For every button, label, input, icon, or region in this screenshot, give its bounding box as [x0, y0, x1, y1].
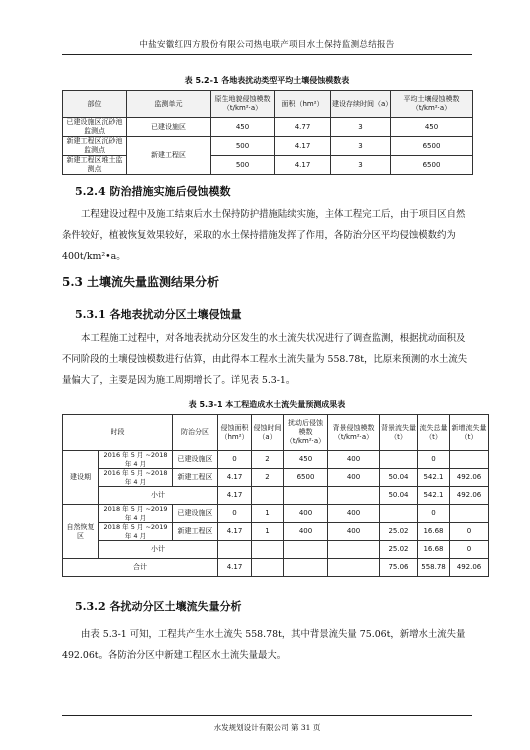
table2-cell: [380, 451, 418, 469]
table1-cell-site: 新建工程区沉砂池监测点: [63, 137, 127, 156]
table2-cell: 400: [328, 469, 380, 487]
table1-header-original: 原生地貌侵蚀模数（t/km²·a）: [211, 91, 275, 118]
table2-cell: 50.04: [380, 487, 418, 505]
table2-header-total-loss: 流失总量（t）: [418, 415, 450, 451]
table-row: [63, 469, 489, 487]
table1-cell-modulus: 450: [391, 118, 473, 137]
table2-cell: 2: [252, 469, 284, 487]
table2-header-area: 侵蚀面积（hm²）: [218, 415, 252, 451]
table2-cell: 400: [328, 505, 380, 523]
table2-cell: [218, 541, 252, 559]
table2-header-period: 时段: [63, 415, 173, 451]
table-row: [63, 523, 489, 541]
table2-cell: 6500: [284, 469, 328, 487]
table2-cell: 0: [418, 451, 450, 469]
table2-cell: [450, 505, 489, 523]
table2-range: 2016 年 5 月 ~2018 年 4 月: [99, 469, 173, 487]
table-row: [63, 451, 489, 469]
table2-cell: 25.02: [380, 541, 418, 559]
table2-period-recovery: 自然恢复区: [63, 505, 99, 559]
table2-subtotal: 小计: [99, 487, 218, 505]
footer-rule: [62, 715, 472, 716]
table2-cell: [252, 487, 284, 505]
table2-cell: [328, 541, 380, 559]
table1-cell-years: 3: [331, 156, 391, 175]
table2-cell: 16.68: [418, 523, 450, 541]
table2-cell: [252, 559, 284, 577]
table2-header-background-modulus: 背景侵蚀模数（t/km²·a）: [328, 415, 380, 451]
table2-cell: 50.04: [380, 469, 418, 487]
table2-header-new-loss: 新增流失量（t）: [450, 415, 489, 451]
table2-cell: 25.02: [380, 523, 418, 541]
table1-cell-site: 新建工程区堆土监测点: [63, 156, 127, 175]
table2-header-background-loss: 背景流失量（t）: [380, 415, 418, 451]
table2-range: 2018 年 5 月 ~2019 年 4 月: [99, 505, 173, 523]
table2-cell: [450, 451, 489, 469]
table-row: [63, 156, 473, 175]
table2-cell: 16.68: [418, 541, 450, 559]
table1-caption: 表 5.2-1 各地表扰动类型平均土壤侵蚀模数表: [184, 76, 350, 85]
table1-cell-area: 4.17: [275, 156, 331, 175]
table2-cell: [328, 559, 380, 577]
table2-header-time: 侵蚀时间（a）: [252, 415, 284, 451]
table-row: [63, 541, 489, 559]
table1-header-area: 面积（hm²）: [275, 91, 331, 118]
table2-cell: 558.78: [418, 559, 450, 577]
table2-header-zone: 防治分区: [173, 415, 218, 451]
table2-cell: 450: [284, 451, 328, 469]
section-5-2-4-heading: 5.2.4 防治措施实施后侵蚀模数: [75, 185, 231, 198]
table2-soil-loss: [62, 414, 489, 577]
table-row: [63, 137, 473, 156]
table2-cell: 542.1: [418, 469, 450, 487]
table2-cell: 400: [328, 451, 380, 469]
table2-cell: [328, 487, 380, 505]
page-footer: 水发规划设计有限公司 第 31 页: [213, 723, 321, 732]
table2-zone: 已建设施区: [173, 451, 218, 469]
table1-header-unit: 监测单元: [127, 91, 211, 118]
table2-cell: 542.1: [418, 487, 450, 505]
table2-period-construction: 建设期: [63, 451, 99, 505]
table2-cell: 0: [450, 523, 489, 541]
table2-cell: 1: [252, 523, 284, 541]
table2-cell: 400: [328, 523, 380, 541]
table2-cell: [252, 541, 284, 559]
table2-cell: 1: [252, 505, 284, 523]
table2-cell: 75.06: [380, 559, 418, 577]
section-5-3-2-heading: 5.3.2 各扰动分区土壤流失量分析: [75, 600, 242, 613]
table2-cell: 4.17: [218, 469, 252, 487]
table-row: [63, 487, 489, 505]
table1-cell-site: 已建设施区沉砂池监测点: [63, 118, 127, 137]
table1-cell-original: 500: [211, 137, 275, 156]
table2-cell: 0: [450, 541, 489, 559]
table1-cell-area: 4.77: [275, 118, 331, 137]
table-row: [63, 118, 473, 137]
table-row: [63, 505, 489, 523]
table2-cell: 4.17: [218, 559, 252, 577]
table2-cell: 2: [252, 451, 284, 469]
section-5-3-2-paragraph: 由表 5.3-1 可知，工程共产生水土流失 558.78t，其中背景流失量 75.06t，新增水土流失量 492.06t。各防治分区中新建工程区水土流失量最大。: [62, 629, 466, 661]
table2-caption: 表 5.3-1 本工程造成水土流失量预测成果表: [188, 400, 346, 409]
table2-zone: 新建工程区: [173, 523, 218, 541]
header-rule: [62, 54, 472, 55]
table2-subtotal: 小计: [99, 541, 218, 559]
table-row: [63, 559, 489, 577]
table1-cell-modulus: 6500: [391, 156, 473, 175]
table2-cell: [380, 505, 418, 523]
section-5-2-4-paragraph: 工程建设过程中及施工结束后水土保持防护措施陆续实施，主体工程完工后，由于项目区自然条件较好，植被恢复效果较好，采取的水土保持措施发挥了作用，各防治分区平均侵蚀模数约为 400t/km²•a。: [62, 209, 466, 262]
table1-cell-original: 500: [211, 156, 275, 175]
table2-cell: 4.17: [218, 523, 252, 541]
table1-header-years: 建设存续时间（a）: [331, 91, 391, 118]
table1-cell-original: 450: [211, 118, 275, 137]
table1-cell-unit: 已建设施区: [127, 118, 211, 137]
table2-cell: 0: [218, 505, 252, 523]
table2-cell: 492.06: [450, 487, 489, 505]
table1-header-modulus: 平均土壤侵蚀模数（t/km²·a）: [391, 91, 473, 118]
table2-cell: [284, 559, 328, 577]
table2-cell: [284, 487, 328, 505]
table2-total: 合计: [63, 559, 218, 577]
table1-cell-area: 4.17: [275, 137, 331, 156]
table2-header-disturbed-modulus: 扰动后侵蚀模数（t/km²·a）: [284, 415, 328, 451]
table2-cell: 0: [218, 451, 252, 469]
table1-erosion-modulus: [62, 90, 473, 175]
table1-cell-years: 3: [331, 118, 391, 137]
table2-zone: 已建设施区: [173, 505, 218, 523]
table1-cell-modulus: 6500: [391, 137, 473, 156]
section-5-3-1-paragraph: 本工程施工过程中，对各地表扰动分区发生的水土流失状况进行了调查监测，根据扰动面积及不同阶段的土壤侵蚀模数进行估算，由此得本工程水土流失量为 558.78t，比原来预测的水土流失量偏大了，主要是因为施工周期增长了。详见表 5.3-1。: [62, 333, 468, 386]
table1-header-site: 部位: [63, 91, 127, 118]
table2-cell: 492.06: [450, 469, 489, 487]
table2-cell: [284, 541, 328, 559]
section-5-3-heading: 5.3 土壤流失量监测结果分析: [62, 275, 220, 289]
table2-cell: 0: [418, 505, 450, 523]
table1-cell-unit: 新建工程区: [127, 137, 211, 175]
table2-cell: 400: [284, 523, 328, 541]
table2-zone: 新建工程区: [173, 469, 218, 487]
table2-range: 2018 年 5 月 ~2019 年 4 月: [99, 523, 173, 541]
table1-cell-years: 3: [331, 137, 391, 156]
table2-cell: 400: [284, 505, 328, 523]
table2-range: 2016 年 5 月 ~2018 年 4 月: [99, 451, 173, 469]
table2-cell: 492.06: [450, 559, 489, 577]
section-5-3-1-heading: 5.3.1 各地表扰动分区土壤侵蚀量: [75, 308, 242, 321]
table2-cell: 4.17: [218, 487, 252, 505]
page-header: 中盐安徽红四方股份有限公司热电联产项目水土保持监测总结报告: [139, 40, 395, 50]
